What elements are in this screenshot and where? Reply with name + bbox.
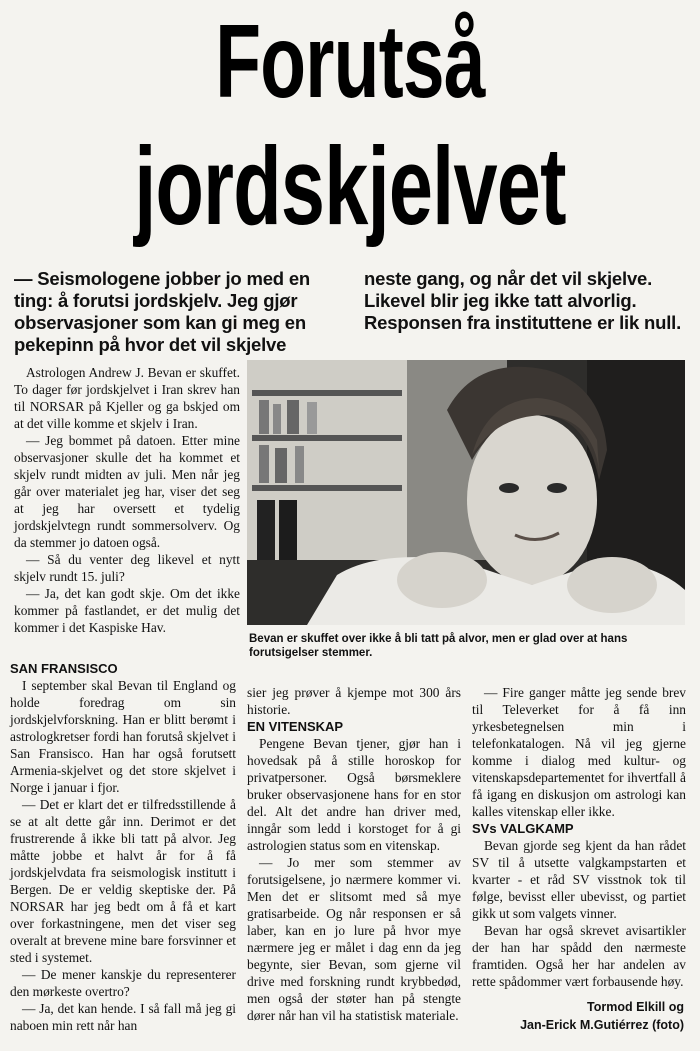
paragraph: — Så du venter deg likevel et nytt skjelv rundt 15. juli? [14, 552, 240, 584]
paragraph: Bevan gjorde seg kjent da han rådet SV til å utsette valgkampstarten et kvarter - et råd SV visstnok tok til følge, bevisst eller ubevisst, og partiet gikk ut som valgets vinner. [472, 838, 686, 921]
subhead-svs-valgkamp: SVs VALGKAMP [472, 821, 574, 836]
article-column-top [14, 364, 240, 636]
paragraph: Astrologen Andrew J. Bevan er skuffet. To dager før jordskjelvet i Iran skrev han til NORSAR på Kjeller og ga bskjed om at det ville komme et skjelv i Iran. [14, 365, 240, 431]
lead-text-left [14, 268, 339, 356]
subhead-en-vitenskap: EN VITENSKAP [247, 719, 344, 734]
headline-line-2: jordskjelvet [134, 125, 566, 248]
paragraph: Bevan har også skrevet avisartikler der han har spådd den nærmeste framtiden. Også her har andelen av rette spådommer vært forbausende høy. [472, 923, 686, 989]
article-column-3 [472, 684, 686, 990]
photo-caption: Bevan er skuffet over ikke å bli tatt på alvor, men er glad over at hans forutsigelser stemmer. [249, 633, 628, 659]
byline-photographer: Jan-Erick M.Gutiérrez (foto) [520, 1018, 684, 1032]
paragraph: — Det er klart det er tilfredsstillende å se at alt dette går inn. Derimot er det frustrerende å ikke bli tatt på alvor. Jeg måtte jobbe et halvt år for å få jordskjelvdata fra seismologisk institutt i Bergen. De er veldig skeptiske der. På NORSAR har jeg bedt om å få et kart over forkastningene, men det viser seg overalt at brevene mine bare forsvinner et sted i systemet. [10, 797, 236, 965]
portrait-photo [247, 360, 685, 625]
paragraph: — Ja, det kan hende. I så fall må jeg gi naboen min rett når han [10, 1001, 236, 1033]
paragraph: — Jo mer som stemmer av forutsigelsene, jo nærmere kommer vi. Men det er slitsomt med så mye gratisarbeide. Og når responsen er så laber, kan en jo lure på hvor mye nærmere jeg er målet i dag enn da jeg begynte, sier Bevan, som gjerne vil drive med forskning rundt krybbedød, men også der støter han på stengte dører når han vil ha statistisk materiale. [247, 855, 461, 1023]
byline-author: Tormod Elkill og [587, 1000, 684, 1014]
paragraph: — Jeg bommet på datoen. Etter mine observasjoner skulle det ha kommet et skjelv rundt midten av juli. Men når jeg går over materialet jeg har, viser det seg at jeg har oversett et tydelig jordskjelvtegn rundt sommersolverv. Og da stemmer jo datoen også. [14, 433, 240, 550]
byline [520, 998, 684, 1034]
subhead-san-fransisco: SAN FRANSISCO [10, 661, 118, 676]
paragraph: — Ja, det kan godt skje. Om det ikke kommer på fastlandet, er det mulig det kommer i det Kaspiske Hav. [14, 586, 240, 635]
lead-text-right [364, 268, 690, 334]
lead-paragraph-left: — Seismologene jobber jo med en ting: å forutsi jordskjelv. Jeg gjør observasjoner som kan gi meg en pekepinn på hvor det vil skjelve [14, 268, 311, 355]
paragraph: — Fire ganger måtte jeg sende brev til Televerket for å få inn yrkesbetegnelsen min i telefonkatalogen. Nå vil jeg gjerne komme i dialog med kultur- og vitenskapsdepartementet for ihvertfall å få igang en diskusjon om astrologi kan kalles vitenskap eller ikke. [472, 685, 686, 819]
portrait-illustration [247, 360, 685, 625]
article-column-1 [10, 660, 236, 1034]
lead-paragraph-right: neste gang, og når det vil skjelve. Likevel blir jeg ikke tatt alvorlig. Responsen fra instituttene er lik null. [364, 268, 682, 333]
headline-line-1: Forutså [215, 4, 485, 120]
article-column-2 [247, 684, 461, 1024]
paragraph: Pengene Bevan tjener, gjør han i hovedsak på å stille horoskop for privatpersoner. Også børsmeklere bruker observasjonene hans for en stor del. Alt det andre han driver med, inngår som ledd i korstoget for å gi astrologien status som en vitenskap. [247, 736, 461, 853]
paragraph: — De mener kanskje du representerer den mørkeste overtro? [10, 967, 236, 999]
paragraph: I september skal Bevan til England og holde foredrag om sin jordskjelvforskning. Han er blitt berømt i astrologkretser fordi han forutså skjelvet i San Fransisco. Han har også forutsett Armenia-skjelvet og det store skjelvet i Norge i januar i fjor. [10, 678, 236, 795]
paragraph: sier jeg prøver å kjempe mot 300 års historie. [247, 685, 461, 717]
